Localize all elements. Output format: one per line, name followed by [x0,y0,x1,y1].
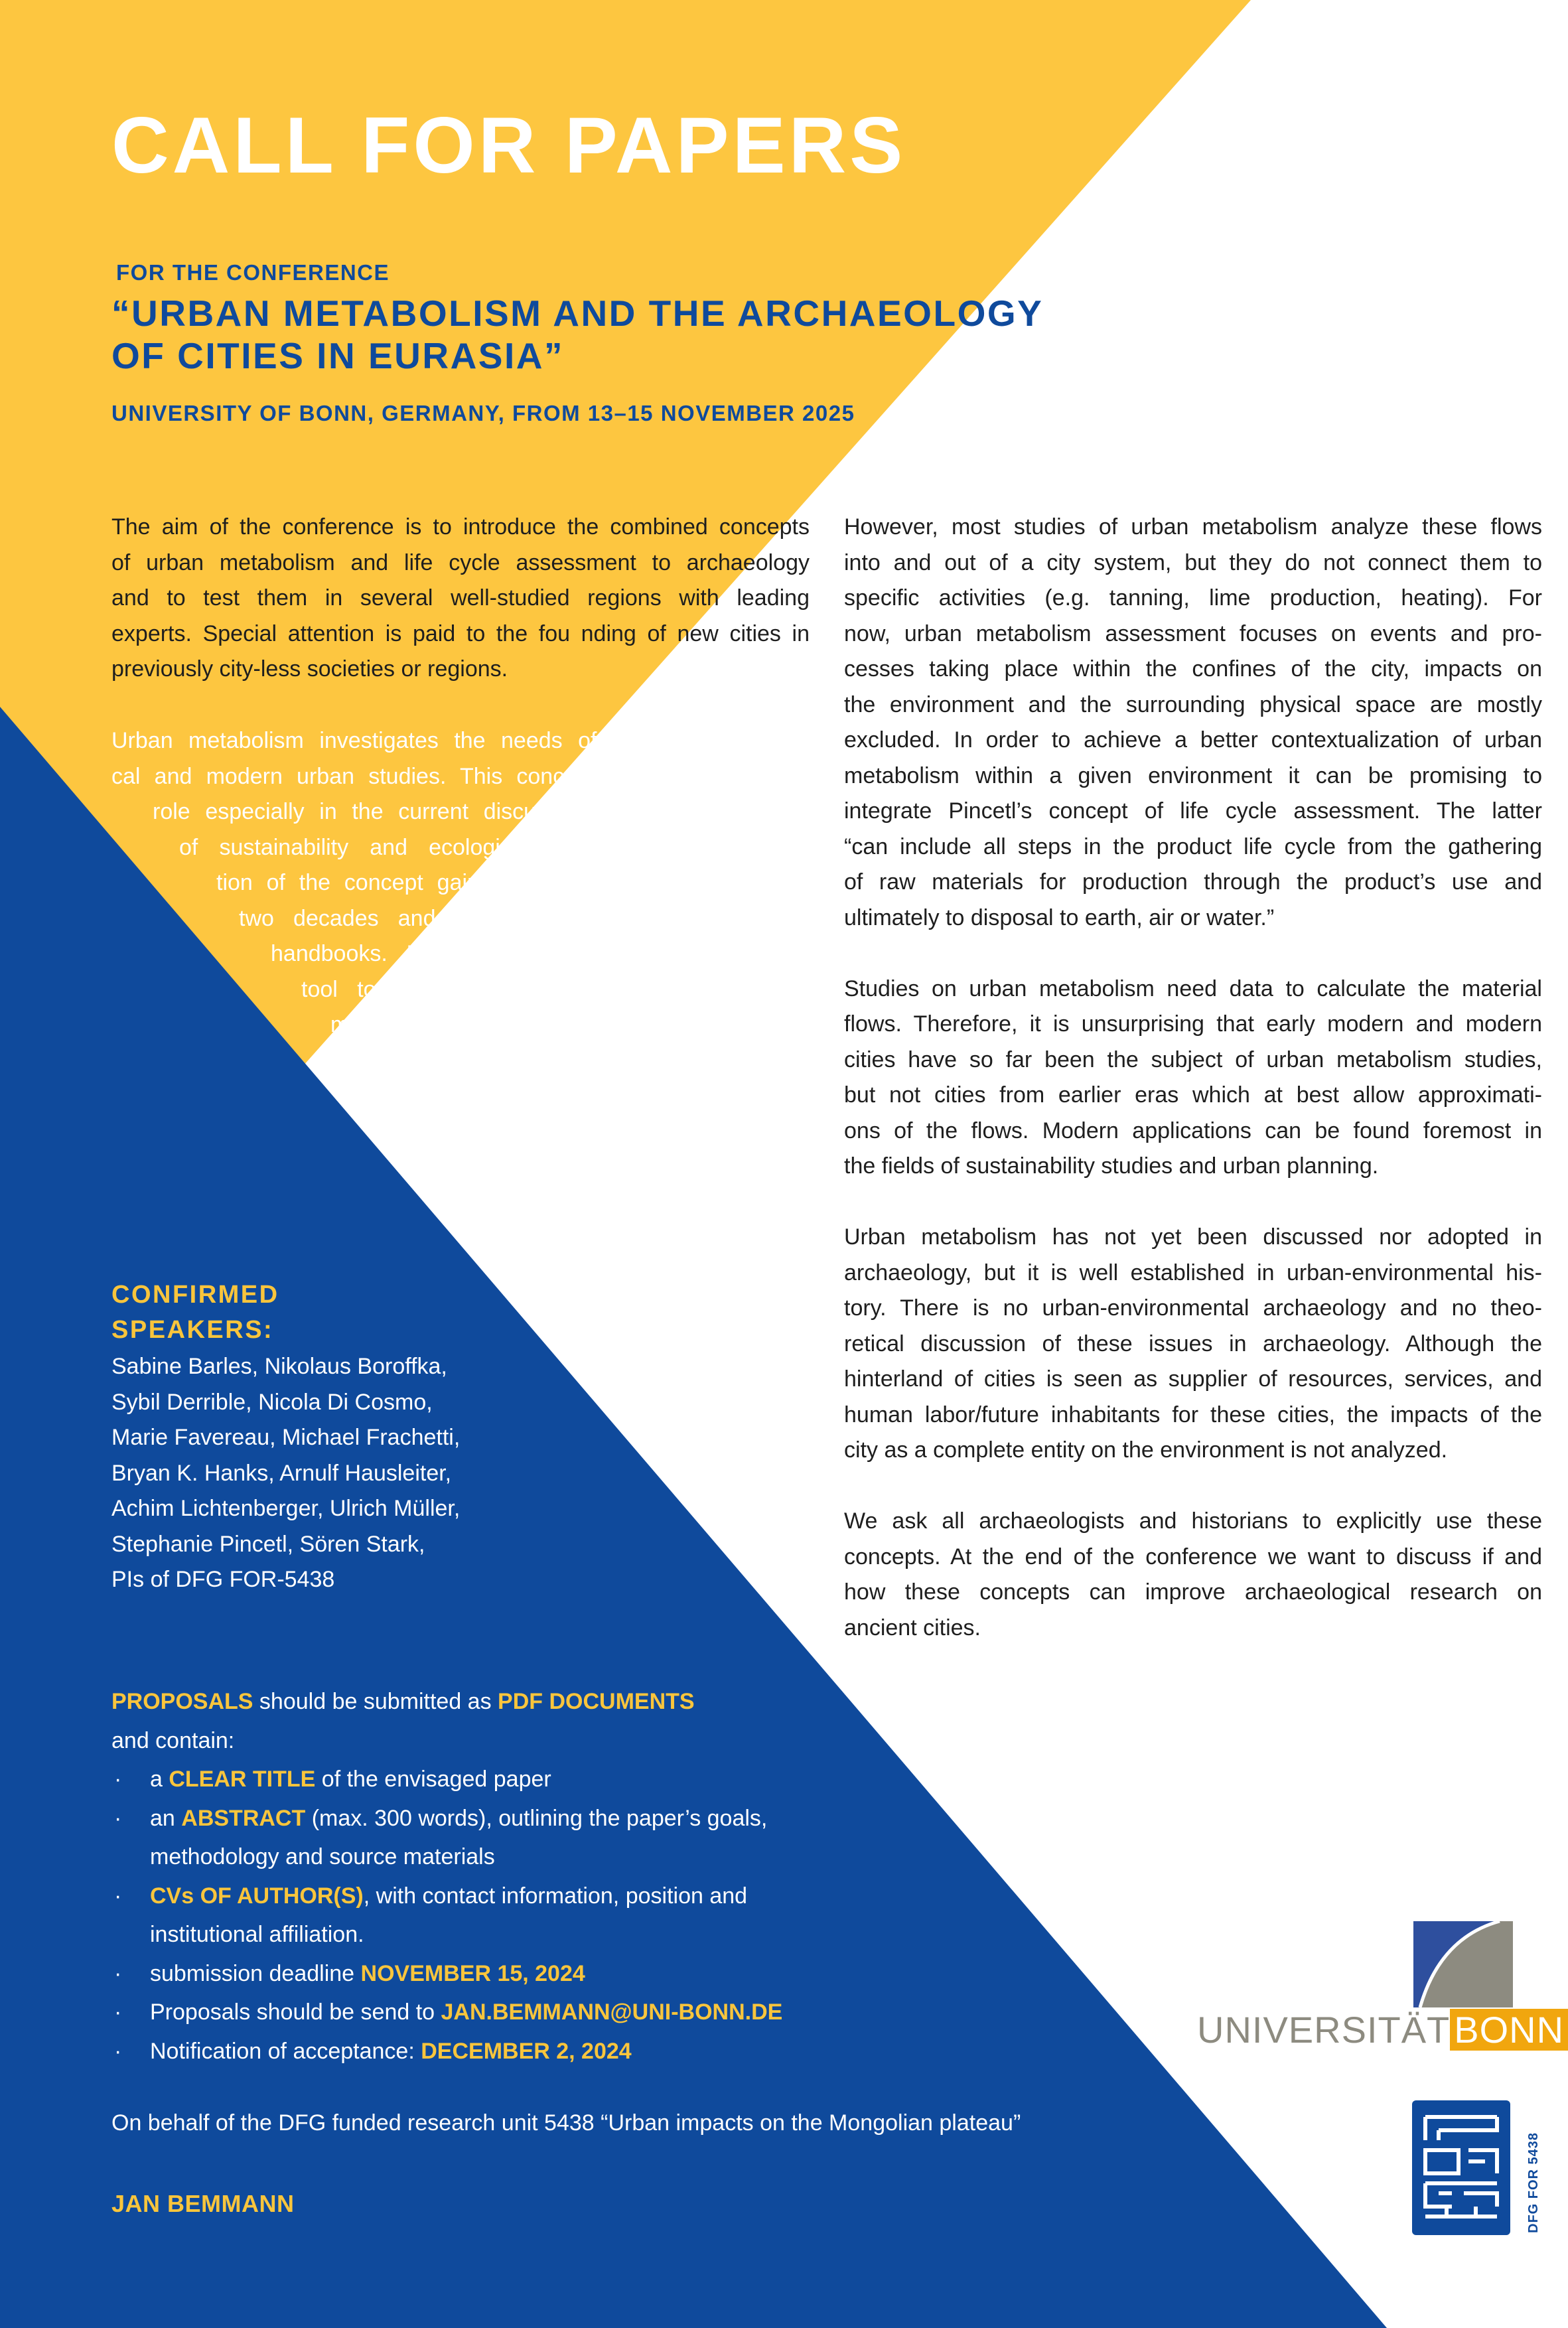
highlight: NOVEMBER 15, 2024 [360,1960,585,1986]
text-line: flows. Therefore, it is unsurprising that early modern and modern [844,1011,1542,1037]
text-line: ultimately to disposal to earth, air or water.” [844,905,1275,930]
speakers-heading [111,1277,279,1348]
text-line: cal and modern urban studies. This concept plays an important [111,763,810,789]
text-line: now, urban metabolism assessment focuses on events and pro- [844,620,1542,646]
speaker-line: PIs of DFG FOR-5438 [111,1567,335,1592]
bullet-icon: · [114,1960,122,1986]
text-line: ons of the flows. Modern applications can be found foremost in [844,1118,1542,1143]
conference-title-line: OF CITIES IN EURASIA” [111,335,564,376]
text-line: retical discussion of these issues in archaeology. Although the [844,1331,1542,1356]
speaker-line: Bryan K. Hanks, Arnulf Hausleiter, [111,1460,452,1486]
speaker-line: Marie Favereau, Michael Frachetti, [111,1425,461,1450]
text-line: of urban metabolism and life cycle assessment to archaeology [111,549,810,575]
dfg-for-5438-logo-icon [1412,2100,1510,2235]
text-line: experts. Special attention is paid to the fou nding of new cities in [111,620,810,646]
text-line: previously city-less societies or regions. [111,656,508,682]
paragraph [844,972,1542,1185]
highlight: ABSTRACT [181,1805,306,1831]
proposals-intro-2: and contain: [111,1727,235,1753]
text-line: movement of goods, transportation and [361,1047,810,1073]
text-line: handbooks. Urban metabolism assessment is a [271,941,810,966]
text-line: The aim of the conference is to introduce the combined concepts [111,514,810,540]
right-column [844,510,1542,1646]
text-line: archaeology, but it is well established in urban-environmental his- [844,1260,1542,1285]
urban-metabolism-paragraph [111,723,810,1362]
proposals-intro [111,1682,1107,1721]
text-line: the energy and materials used to cons- [392,1083,810,1108]
signature: JAN BEMMANN [111,2190,295,2217]
text-line: into and out of a city system, but they do not connect them to [844,549,1542,575]
text-line: role especially in the current discussions on the challenges [153,799,810,824]
text-line: city as a complete entity on the environment is not analyzed. [844,1437,1448,1463]
speaker-line: Sabine Barles, Nikolaus Boroffka, [111,1354,447,1379]
bullet-icon: · [114,1805,122,1831]
bullet-item [111,2032,1107,2071]
text-line: excluded. In order to achieve a better contextualization of urban [844,727,1542,753]
dfg-caption [1526,2097,1549,2236]
text: Notification of acceptance: [150,2038,421,2064]
wordmark-universitaet: UNIVERSITÄT [1197,2009,1451,2051]
text-line: materials flows (e.g., construction materials), [330,1012,810,1037]
text-line: building types and locations, [453,1154,810,1179]
text: a [150,1767,169,1792]
text: submission deadline [150,1960,361,1986]
text-line: cesses taking place within the confines of the city, impacts on [844,656,1542,682]
page-title: CALL FOR PAPERS [111,101,906,190]
speakers-heading-line: SPEAKERS: [111,1316,274,1344]
speakers-heading-line: CONFIRMED [111,1281,279,1309]
text-line: the environment and the surrounding physical space are mostly [844,691,1542,717]
text-line: Studies on urban metabolism need data to calculate the material [844,976,1542,1001]
text-line: However, most studies of urban metabolism analyze these flows [844,514,1542,540]
highlight: PROPOSALS [111,1689,253,1714]
speakers-list [111,1349,460,1598]
intro-paragraph [111,510,810,688]
paragraph [844,1504,1542,1646]
paragraph [844,510,1542,936]
text-line: specific activities (e.g. tanning, lime production, heating). For [844,585,1542,611]
text-line: We ask all archaeologists and historians to explicitly use these [844,1508,1542,1534]
text-line: concepts. At the end of the conference we want to discuss if and [844,1544,1542,1569]
text-line: human labor/future inhabitants for these cities, the impacts of the [844,1402,1542,1427]
text-line: surrounding environ- [575,1296,810,1321]
text-line: tory. There is no urban-environmental archaeology and no theo- [844,1295,1542,1321]
bullet-item-continued: methodology and source materials [150,1844,495,1869]
text-line: generation. It traces flows [514,1225,810,1250]
speaker-line: Stephanie Pincetl, Sören Stark, [111,1531,425,1557]
conference-title [111,292,1240,377]
text-line: ancient cities. [844,1615,981,1640]
text-line: tion of the concept gained momentum during the past [216,870,810,895]
text-line: but not cities from earlier eras which at best allow approximati- [844,1082,1542,1108]
email-link[interactable]: JAN.BEMMANN@UNI-BONN.DE [441,2000,783,2025]
university-bonn-logo-icon [1413,1921,1513,2007]
text-line: metabolism within a given environment it can be promising to [844,763,1542,788]
text-line: integrate Pincetl’s concept of life cycle assessment. The latter [844,798,1542,824]
speaker-line: Sybil Derrible, Nicola Di Cosmo, [111,1389,433,1415]
highlight: CVs OF AUTHOR(S) [150,1883,364,1909]
text-line: Urban metabolism investigates the needs of the city in histori- [111,728,810,753]
text-line: between a city and its [544,1260,810,1286]
text-line: tool to collect data on energy consumption, [301,976,810,1002]
text: (max. 300 words), outlining the paper’s goals, [305,1805,768,1831]
highlight: DECEMBER 2, 2024 [421,2038,632,2064]
bullet-item [111,1877,1107,1916]
text: an [150,1805,182,1831]
highlight: PDF DOCUMENTS [498,1689,695,1714]
bullet-icon: · [114,2000,122,2025]
paragraph [844,1220,1542,1469]
dfg-caption-text: DFG FOR 5438 [1526,2132,1541,2233]
text-line: of raw materials for production through the product’s use and [844,869,1542,895]
text-line: how these concepts can improve archaeological research on [844,1579,1542,1605]
bullet-icon: · [114,2038,122,2064]
text-line: two decades and has been presented in several [239,905,810,931]
bullet-item [111,1760,1107,1799]
text-line: truct transportation infrastructure, [422,1118,810,1144]
text-line: ment. [605,1331,662,1357]
text: Proposals should be send to [150,2000,441,2025]
text: of the envisaged paper [315,1767,551,1792]
bullet-icon: · [114,1767,122,1792]
bullet-icon: · [114,1883,122,1909]
highlight: CLEAR TITLE [169,1767,316,1792]
text: should be submitted as [253,1689,498,1714]
text-line: and to test them in several well-studied regions with leading [111,585,810,611]
text-line: Urban metabolism has not yet been discussed nor adopted in [844,1224,1542,1250]
for-conference-label: FOR THE CONFERENCE [116,260,390,285]
text: , with contact information, position and [363,1883,748,1909]
bullet-item-continued: institutional affiliation. [150,1922,364,1947]
wordmark-bonn: BONN [1450,2009,1568,2051]
text-line: cities have so far been the subject of urban metabolism studies, [844,1047,1542,1072]
bullet-item [111,1993,1107,2032]
behalf-statement: On behalf of the DFG funded research unit 5438 “Urban impacts on the Mongolian plateau” [111,2110,1021,2136]
text-line: “can include all steps in the product life cycle from the gathering [844,834,1542,859]
conference-title-line: “URBAN METABOLISM AND THE ARCHAEOLOGY [111,293,1044,334]
text-line: the fields of sustainability studies and urban planning. [844,1153,1379,1179]
text-line: economic activity and waste [483,1189,810,1215]
speaker-line: Achim Lichtenberger, Ulrich Müller, [111,1496,461,1521]
text-line: hinterland of cities is seen as supplier of resources, services, and [844,1366,1542,1392]
university-bonn-wordmark [1197,2009,1568,2051]
proposals-section [111,1682,1107,2071]
conference-place-date: UNIVERSITY OF BONN, GERMANY, FROM 13–15 NOVEMBER 2025 [111,401,855,425]
bullet-item [111,1954,1107,1994]
bullet-item [111,1799,1107,1838]
text-line: of sustainability and ecological footprints. The applica- [179,834,810,860]
